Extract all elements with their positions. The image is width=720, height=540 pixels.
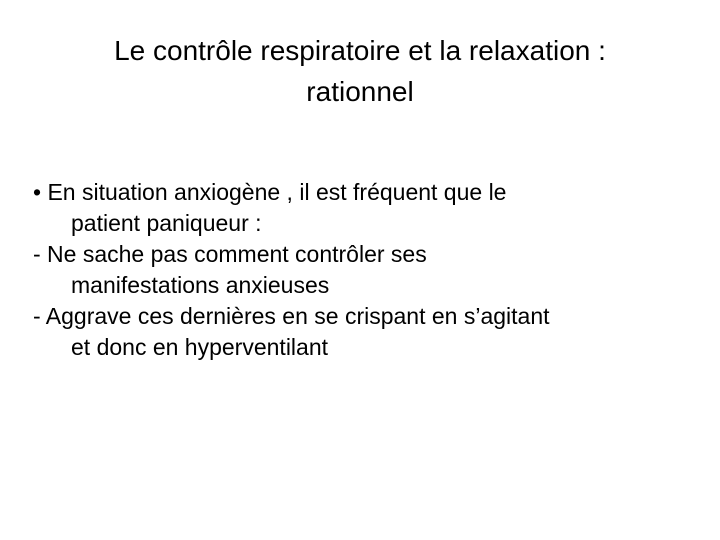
slide-title [20, 30, 700, 112]
bullet-point-line-1: • En situation anxiogène , il est fréquent que le [33, 179, 507, 205]
bullet-point-line-2: patient paniqueur : [71, 210, 262, 236]
slide-body [33, 177, 693, 363]
list-item-2-line-2: et donc en hyperventilant [71, 334, 329, 360]
list-item-1-line-1: - Ne sache pas comment contrôler ses [33, 241, 427, 267]
list-item-1-line-2: manifestations anxieuses [71, 272, 330, 298]
title-line-2: rationnel [306, 76, 414, 107]
list-item-2-line-1: - Aggrave ces dernières en se crispant en s’agitant [33, 303, 550, 329]
title-line-1: Le contrôle respiratoire et la relaxation : [114, 35, 606, 66]
